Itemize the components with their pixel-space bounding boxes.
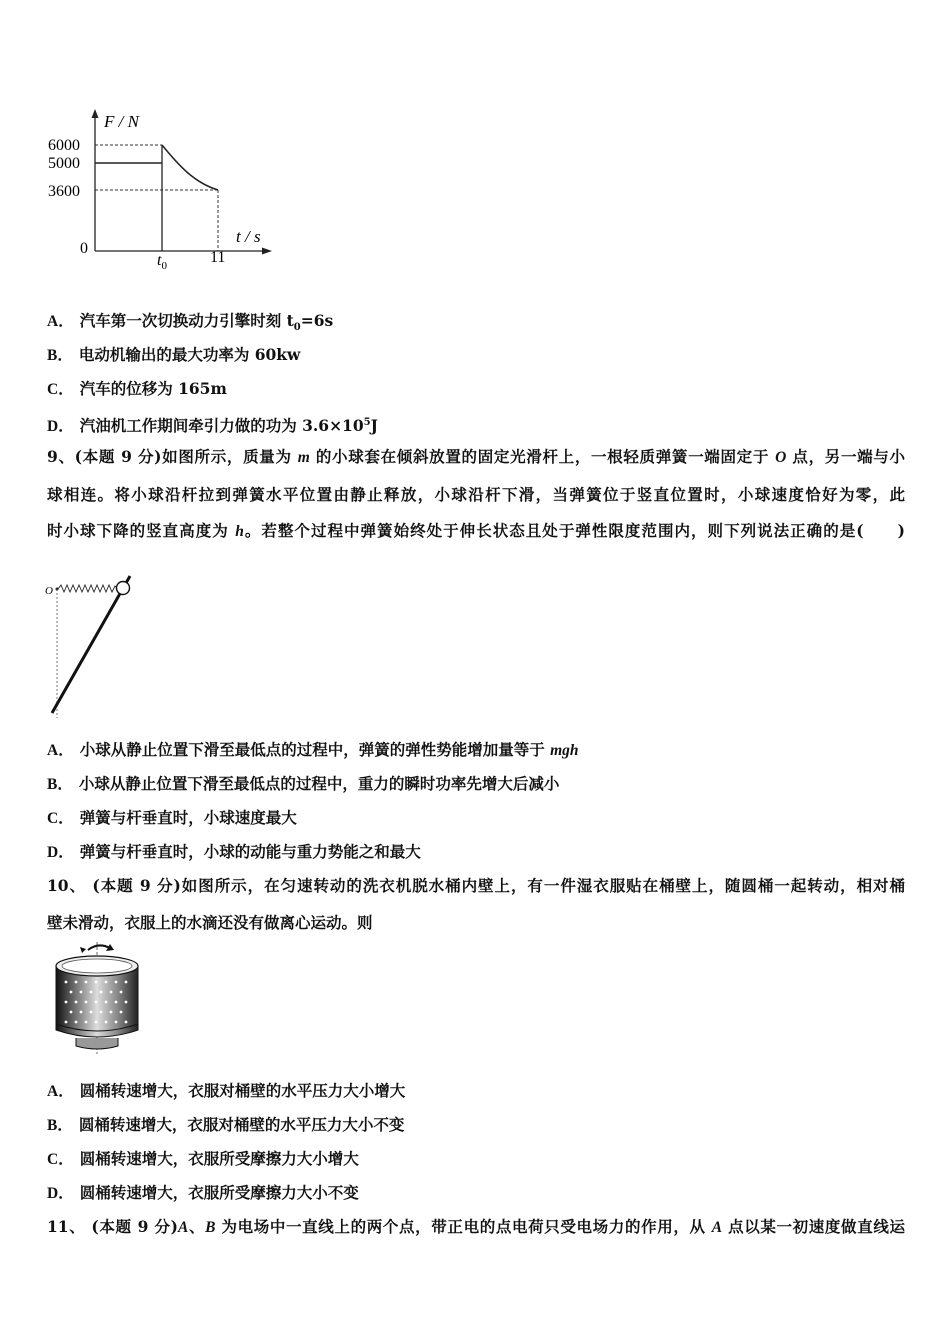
q9-option-a: A． 小球从静止位置下滑至最低点的过程中，弹簧的弹性势能增加量等于 mgh bbox=[47, 740, 579, 759]
q9-option-b: B． 小球从静止位置下滑至最低点的过程中，重力的瞬时功率先增大后减小 bbox=[47, 774, 560, 793]
q8-option-d: D． 汽油机工作期间牵引力做的功为 $3.6\times 10^5J$ bbox=[47, 416, 378, 436]
q9-option-c: C． 弹簧与杆垂直时，小球速度最大 bbox=[47, 808, 297, 827]
q10-stem-line2: 壁未滑动，衣服上的水滴还没有做离心运动。则 bbox=[47, 913, 373, 932]
y-tick-5000: 5000 bbox=[48, 155, 80, 172]
q8-option-b: B． 电动机输出的最大功率为 60kw bbox=[47, 345, 301, 364]
x-axis-label: t / s bbox=[236, 227, 261, 246]
q10-option-d: D． 圆桶转速增大，衣服所受摩擦力大小不变 bbox=[47, 1183, 359, 1202]
y-tick-6000: 6000 bbox=[48, 137, 80, 154]
q8-option-a: A． 汽车第一次切换动力引擎时刻 $t_0=6s$ bbox=[47, 311, 334, 334]
q10-stem-line1: 10、 (本题 9 分)如图所示，在匀速转动的洗衣机脱水桶内壁上，有一件湿衣服贴在桶壁上，随圆桶一起转动，相对桶 bbox=[47, 876, 905, 895]
point-o-label: O bbox=[45, 585, 53, 597]
q10-option-a: A． 圆桶转速增大，衣服对桶壁的水平压力大小增大 bbox=[47, 1081, 406, 1100]
q10-option-b: B． 圆桶转速增大，衣服对桶壁的水平压力大小不变 bbox=[47, 1115, 405, 1134]
q11-stem-line1: 11、 (本题 9 分)A、B 为电场中一直线上的两个点，带正电的点电荷只受电场力的作用，从 A 点以某一初速度做直线运 bbox=[47, 1217, 905, 1236]
q9-stem-line1: 9、(本题 9 分)如图所示，质量为 m 的小球套在倾斜放置的固定光滑杆上，一根轻质弹簧一端固定于 O 点，另一端与小 bbox=[47, 447, 905, 466]
q9-stem-line2: 球相连。将小球沿杆拉到弹簧水平位置由静止释放，小球沿杆下滑，当弹簧位于竖直位置时，小球速度恰好为零，此 bbox=[47, 485, 905, 504]
washing-drum-figure bbox=[48, 940, 148, 1056]
y-tick-3600: 3600 bbox=[48, 183, 80, 200]
spring-rod-figure bbox=[44, 570, 144, 720]
y-axis-label: F / N bbox=[104, 112, 139, 131]
x-tick-11: 11 bbox=[210, 249, 226, 266]
q9-option-d: D． 弹簧与杆垂直时，小球的动能与重力势能之和最大 bbox=[47, 842, 421, 861]
q10-option-c: C． 圆桶转速增大，衣服所受摩擦力大小增大 bbox=[47, 1149, 359, 1168]
x-tick-t0: $t_0$ bbox=[157, 252, 167, 272]
q8-option-c: C． 汽车的位移为 165m bbox=[47, 379, 227, 398]
force-time-graph bbox=[40, 105, 280, 275]
origin-label: 0 bbox=[80, 240, 88, 257]
q9-stem-line3: 时小球下降的竖直高度为 h。若整个过程中弹簧始终处于伸长状态且处于弹性限度范围内，则下列说法正确的是( ) bbox=[47, 521, 906, 540]
